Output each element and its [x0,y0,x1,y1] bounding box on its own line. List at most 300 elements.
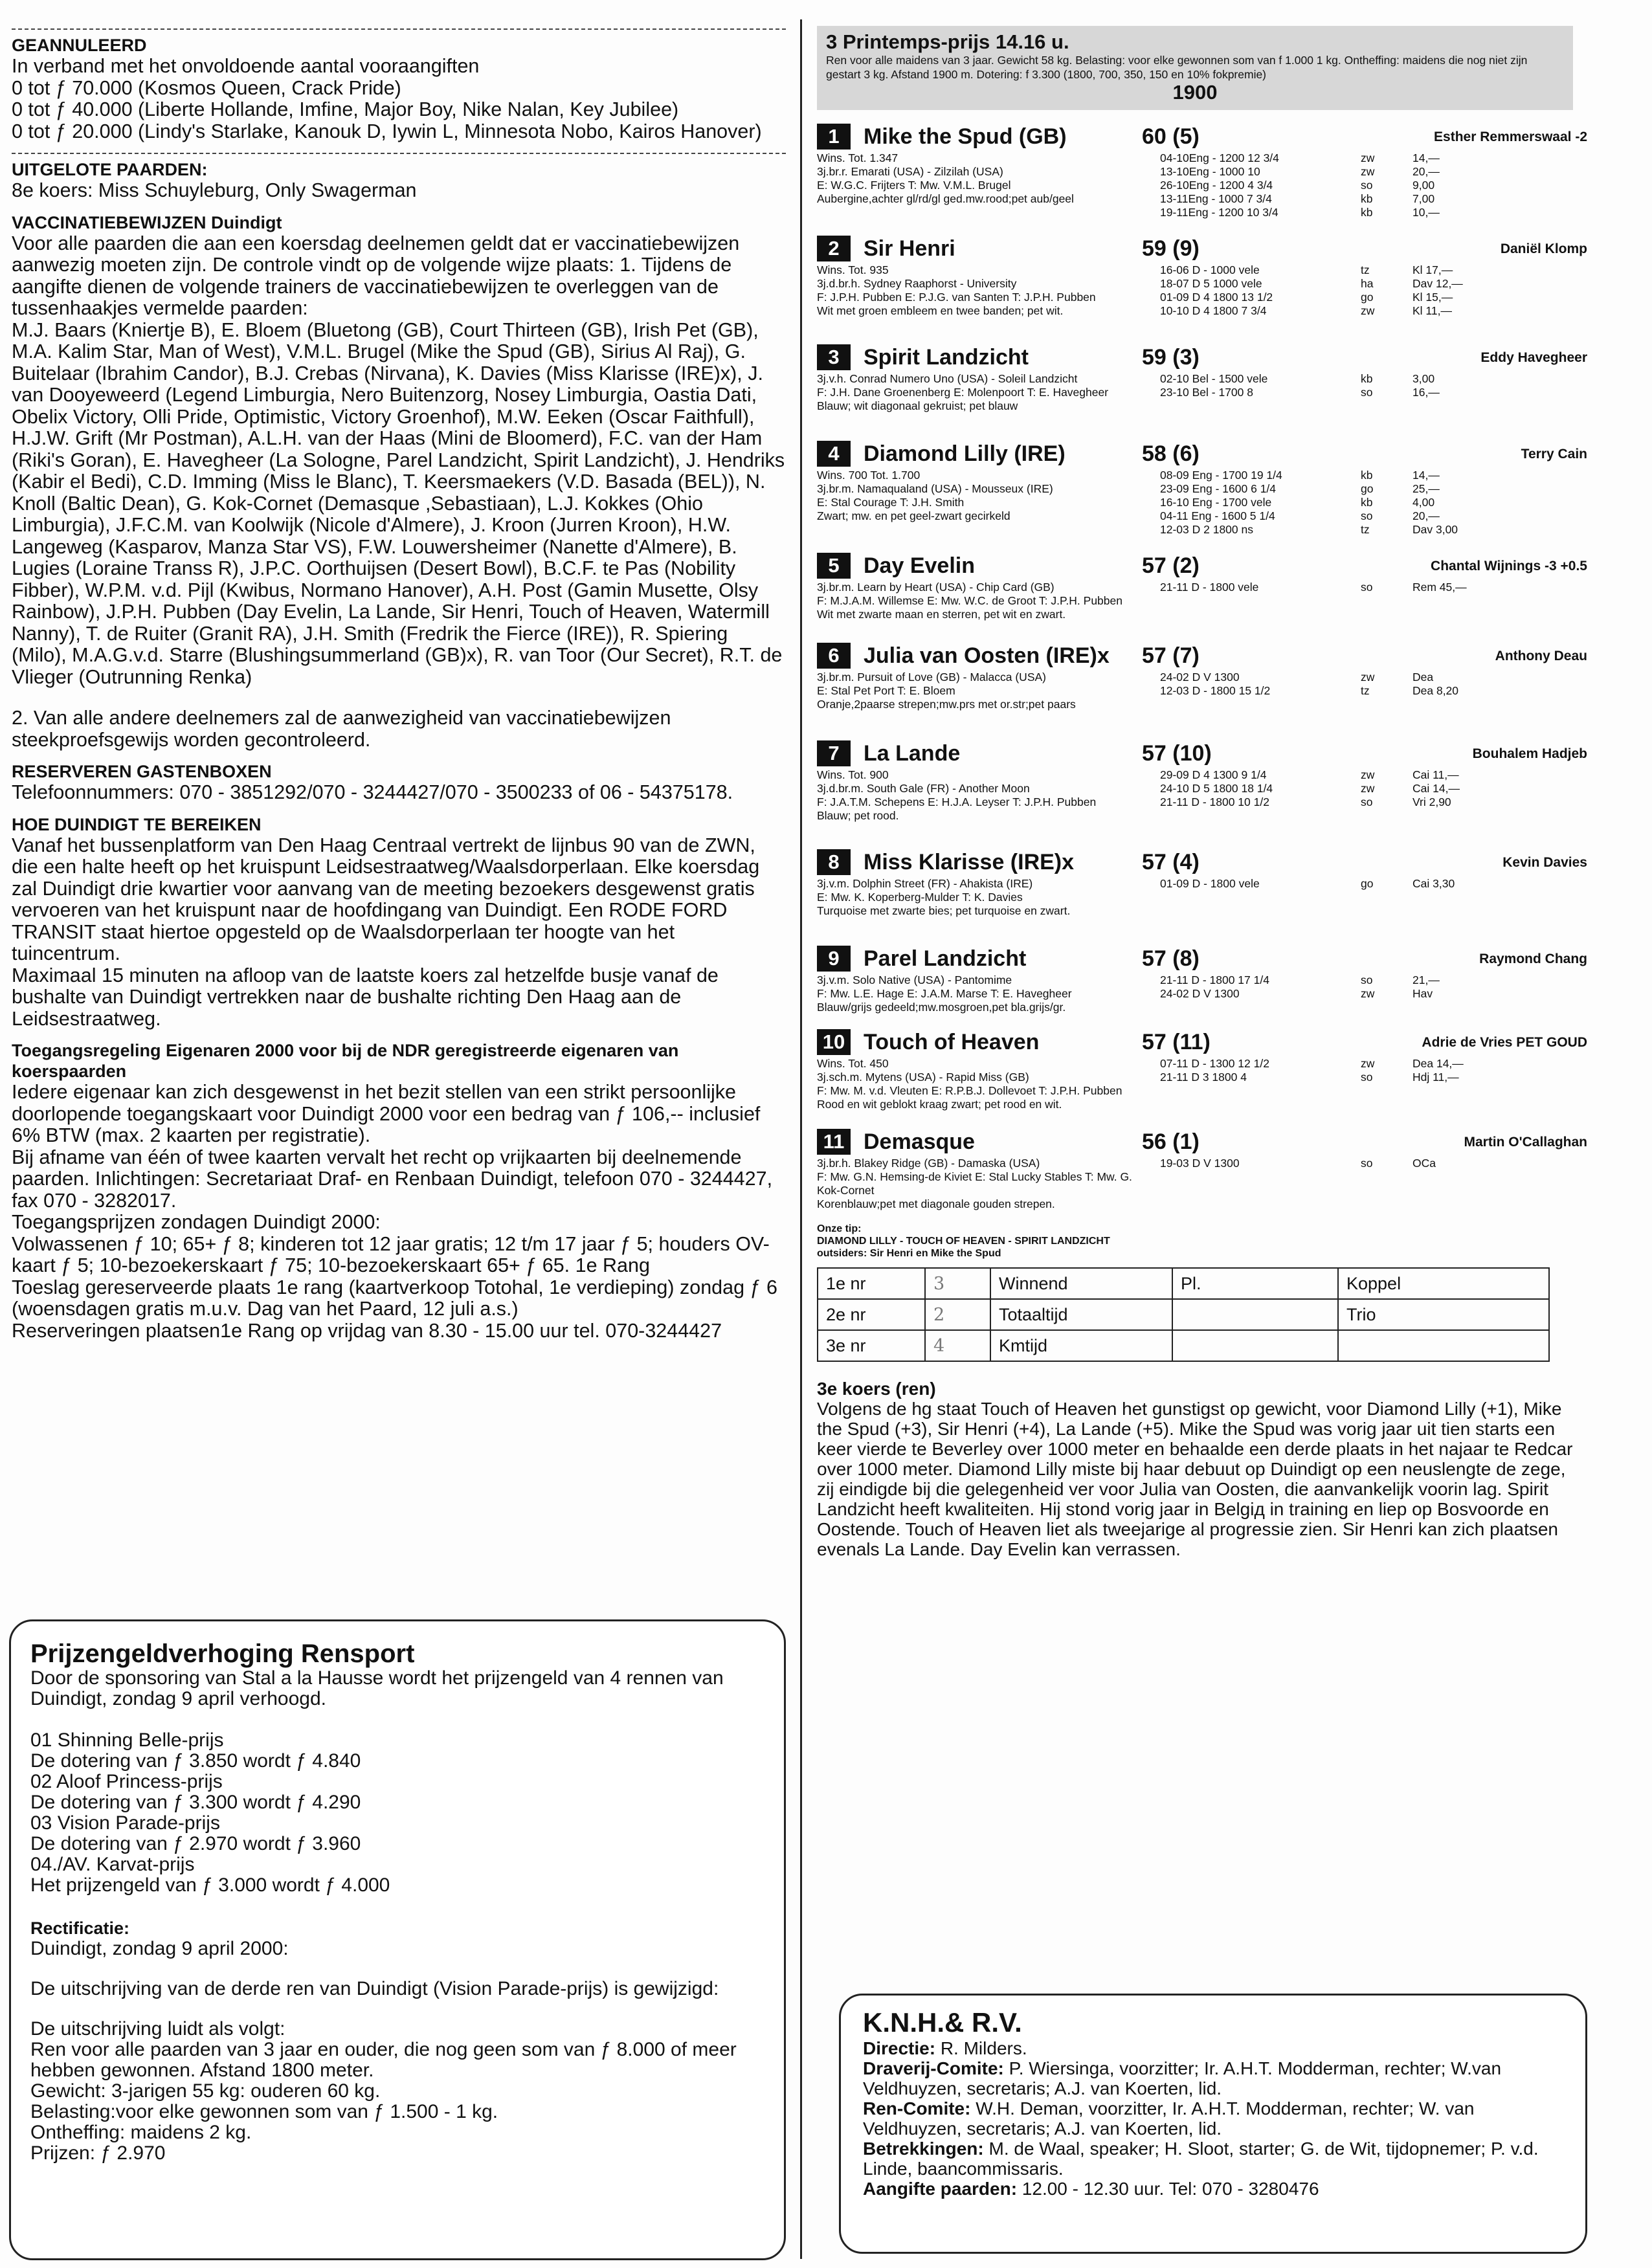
paragraph: Reserveringen plaatsen1e Rang op vrijdag van 8.30 - 15.00 uur tel. 070-3244427 [12,1319,722,1342]
horse-name: La Lande [864,740,961,766]
form-race: 04-11 Eng - 1600 5 1/4 [1160,509,1275,522]
tip-outsiders: outsiders: Sir Henri en Mike the Spud [817,1248,1001,1259]
info-line: Wins. Tot. 935 [817,263,889,276]
horse-name: Diamond Lilly (IRE) [864,441,1066,466]
form-going: go [1361,877,1374,890]
form-going: zw [1361,165,1375,178]
horse-weight: 57 (11) [1142,1029,1211,1054]
form-row [1160,386,1510,399]
horse-entry [817,1127,1587,1211]
info-line: Blauw/grijs gedeeld;mw.mosgroen,pet bla.grijs/gr. [817,1001,1066,1014]
result-field [1338,1330,1549,1361]
form-odds: 10,— [1412,206,1440,219]
info-line: Rood en wit geblokt kraag zwart; pet rood en wit. [817,1098,1062,1111]
horse-header [817,1127,1587,1157]
knh-text: W.H. Deman, voorzitter, Ir. A.H.T. Modderman, rechter; W. van Veldhuyzen, secretaris; A.J. van Koerten, lid. [863,2098,1475,2139]
result-field: Trio [1338,1299,1549,1330]
jockey-name: Bouhalem Hadjeb [1472,746,1587,761]
form-race: 13-10Eng - 1000 10 [1160,165,1260,178]
info-line: 3j.br.h. Blakey Ridge (GB) - Damaska (USA) [817,1157,1040,1170]
horse-weight: 57 (7) [1142,643,1200,668]
race-description: Ren voor alle maidens van 3 jaar. Gewicht 58 kg. Belasting: voor elke gewonnen som van f 1.000 1 kg. Ontheffing: maidens die nog niet zijn gestart 3 kg. Afstand 1900 m. Dotering: f 3.300 (1800, 700, 350, 150 en 10% fokpremie) [826,54,1528,81]
jockey-name: Chantal Wijnings -3 +0.5 [1431,558,1587,573]
form-row [1160,671,1510,684]
horse-name: Julia van Oosten (IRE)x [864,643,1110,668]
list-item: 03 Vision Parade-prijs [30,1812,220,1834]
knh-label: Ren-Comite: [863,2098,971,2118]
form-race: 21-11 D - 1800 vele [1160,581,1259,594]
paragraph: Volwassenen ƒ 10; 65+ ƒ 8; kinderen tot 12 jaar gratis; 12 t/m 17 jaar ƒ 5; houders OV-kaart ƒ 5; 10-bezoekerskaart ƒ 75; 10-bezoekerskaart 65+ ƒ 65. 1e Rang [12,1232,770,1276]
paragraph: Vanaf het bussenplatform van Den Haag Centraal vertrekt de lijnbus 90 van de ZWN, die een halte heeft op het kruispunt Leidsestraatweg/Waalsdorperlaan. Elke koersdag zal Duindigt drie kwartier voor aanvang van de meeting bezoekers desgewenst gratis vervoeren van het kruispunt naar de hoofdingang van Duindigt. Een RODE FORD TRANSIT staat hiertoe opgesteld op de Waalsdorperlaan ter hoogte van het tuincentrum. [12,834,760,964]
jockey-name: Daniël Klomp [1500,241,1587,256]
form-race: 02-10 Bel - 1500 vele [1160,372,1268,385]
horse-entry [817,944,1587,1014]
vaccinatie-section [12,212,786,751]
horse-info [817,1157,1154,1211]
horse-number: 8 [817,849,851,875]
form-row [1160,206,1510,219]
form-race: 12-03 D 2 1800 ns [1160,523,1253,536]
knh-label: Draverij-Comite: [863,2058,1004,2078]
form-odds: Hdj 11,— [1412,1071,1459,1084]
form-race: 21-11 D 3 1800 4 [1160,1071,1247,1084]
gastenboxen-section [12,761,786,804]
column-divider [800,19,802,2259]
horse-number: 6 [817,643,851,669]
knh-box [839,1994,1587,2254]
section-title: VACCINATIEBEWIJZEN Duindigt [12,212,282,232]
form-row [1160,509,1510,523]
horse-header [817,342,1587,372]
table-row [818,1299,1549,1330]
form-row [1160,263,1510,277]
horse-entry [817,122,1587,219]
info-line: Wins. Tot. 1.347 [817,151,899,164]
knh-label: Directie: [863,2038,936,2058]
form-list [1160,1157,1510,1211]
horse-info [817,973,1154,1014]
info-line: 3j.v.m. Solo Native (USA) - Pantomime [817,973,1012,986]
form-race: 08-09 Eng - 1700 19 1/4 [1160,469,1282,482]
form-row [1160,782,1510,795]
form-row [1160,372,1510,386]
horse-weight: 59 (3) [1142,344,1200,370]
form-going: zw [1361,304,1375,317]
info-line: 3j.d.br.m. South Gale (FR) - Another Moon [817,782,1030,795]
knh-line [863,2139,1563,2179]
text-line: 0 tot ƒ 70.000 (Kosmos Queen, Crack Pride) [12,76,401,99]
info-line: F: Mw. L.E. Hage E: J.A.M. Marse T: E. Havegheer [817,987,1072,1000]
form-row [1160,768,1510,782]
form-list [1160,372,1510,413]
section-title: UITGELOTE PAARDEN: [12,160,208,179]
form-list [1160,151,1510,219]
horse-header [817,944,1587,973]
paragraph: Toegangsprijzen zondagen Duindigt 2000: [12,1211,381,1233]
info-line: 3j.br.m. Pursuit of Love (GB) - Malacca (USA) [817,671,1046,684]
form-going: tz [1361,523,1370,536]
info-line: E: Stal Courage T: J.H. Smith [817,496,965,509]
info-line: Oranje,2paarse strepen;mw.prs met or.str;pet paars [817,698,1076,711]
info-line: 3j.v.m. Dolphin Street (FR) - Ahakista (IRE) [817,877,1033,890]
knh-text: 12.00 - 12.30 uur. Tel: 070 - 3280476 [1017,2179,1319,2199]
horse-weight: 56 (1) [1142,1129,1200,1154]
form-odds: Kl 17,— [1412,263,1453,276]
form-race: 29-09 D 4 1300 9 1/4 [1160,768,1267,781]
info-line: 3j.br.r. Emarati (USA) - Zilzilah (USA) [817,165,1003,178]
form-row [1160,523,1510,537]
info-line: F: M.J.A.M. Willemse E: Mw. W.C. de Groot T: J.P.H. Pubben [817,594,1122,607]
info-line: 3j.v.h. Conrad Numero Uno (USA) - Soleil Landzicht [817,372,1078,385]
handwritten-number: 4 [925,1330,990,1361]
form-race: 01-09 D 4 1800 13 1/2 [1160,291,1273,304]
horse-header [817,847,1587,877]
row-label: 2e nr [818,1299,925,1330]
form-race: 18-07 D 5 1000 vele [1160,277,1262,290]
form-going: so [1361,795,1373,808]
horse-entry [817,847,1587,918]
handwritten-number: 2 [925,1299,990,1330]
info-line: 3j.br.m. Namaqualand (USA) - Mousseux (IRE) [817,482,1053,495]
form-list [1160,1057,1510,1111]
horse-header [817,1027,1587,1057]
form-odds: Cai 14,— [1412,782,1460,795]
form-odds: Hav [1412,987,1433,1000]
horse-name: Day Evelin [864,553,975,578]
result-field: Totaaltijd [990,1299,1172,1330]
paragraph: M.J. Baars (Kniertje B), E. Bloem (Bluetong (GB), Court Thirteen (GB), Irish Pet (GB), M.A. Kalim Star, Man of West), V.M.L. Brugel (Mike the Spud (GB), Sirius Al Raj), G. Buitelaar (Ibrahim Candor), B.J. Crebas (Nirvana), K. Davies (Miss Klarisse (IRE)x), J. van Dooyeweerd (Legend Limburgia, Nero Buitenzorg, Nosey Limburgia, Oastia Dati, Obelix Victory, Olli Pride, Optimistic, Victory Groenhof), M.W. Eeken (Oscar Faithfull), H.J.W. Grift (Mr Postman), A.L.H. van der Haas (Mini de Bloomerd), F.C. van der Ham (Riki's Goran), E. Havegheer (La Sologne, Parel Landzicht, Spirit Landzicht), J. Hendriks (Kabir el Bedi), C.D. Imming (Miss le Blanc), T. Keersmaekers (V.D. Basada (BEL)), N. Knoll (Baltic Dean), G. Kok-Cornet (Demasque ,Sebastiaan), L.J. Kokkes (Ohio Limburgia), J.F.C.M. van Koolwijk (Nicole d'Almere), J. Kroon (Jurren Kroon), H.W. Langeweg (Kasparov, Manza Star VS), F.W. Louwersheimer (Nanette d'Almere), B. Lugies (Loraine Transs R), J.P.C. Oorthuijsen (Desert Bowl), B.C.F. te Pas (Nobility Fibber), W.P.M. v.d. Pijl (Kwibus, Normano Hanover), A.H. Post (Gamin Musette, Olsy Rainbow), J.P.H. Pubben (Day Evelin, La Lande, Sir Henri, Touch of Heaven, Watermill Nanny), T. de Ruiter (Granit RA), J.H. Smith (Fredrik the Fierce (IRE)), R. Spiering (Milo), M.A.G.v.d. Starre (Blushingsummerland (GB)x), R. van Toor (Our Secret), R.T. de Vlieger (Outrunning Renka) [12,318,785,688]
knh-text: M. de Waal, speaker; H. Sloot, starter; G. de Wit, tijdopnemer; P. v.d. Linde, baancommissaris. [863,2139,1539,2179]
form-race: 01-09 D - 1800 vele [1160,877,1260,890]
form-race: 21-11 D - 1800 10 1/2 [1160,795,1269,808]
form-row [1160,795,1510,809]
form-odds: 20,— [1412,509,1440,522]
form-row [1160,151,1510,165]
info-line: Blauw; pet rood. [817,809,899,822]
horse-number: 5 [817,553,851,579]
form-going: so [1361,1157,1373,1170]
horse-info [817,877,1154,918]
info-line: F: J.P.H. Pubben E: P.J.G. van Santen T: J.P.H. Pubben [817,291,1096,304]
form-row [1160,1157,1510,1170]
form-race: 16-06 D - 1000 vele [1160,263,1260,276]
left-column [12,28,786,1352]
horse-entry [817,1027,1587,1111]
text-line: Gewicht: 3-jarigen 55 kg: ouderen 60 kg. [30,2080,381,2102]
form-race: 16-10 Eng - 1700 vele [1160,496,1272,509]
form-going: so [1361,386,1373,399]
horse-weight: 60 (5) [1142,124,1200,149]
horse-number: 4 [817,441,851,467]
info-line: 3j.br.m. Learn by Heart (USA) - Chip Card (GB) [817,581,1055,594]
horse-number: 2 [817,236,851,261]
form-list [1160,263,1510,318]
form-going: so [1361,973,1373,986]
knh-label: Betrekkingen: [863,2139,984,2159]
form-row [1160,973,1510,987]
form-going: so [1361,509,1373,522]
paragraph: Bij afname van één of twee kaarten vervalt het recht op vrijkaarten bij deelnemende paarden. Inlichtingen: Secretariaat Draf- en Renbaan Duindigt, telefoon 070 - 3244427, fax 070 - 3282017. [12,1146,773,1212]
info-line: Blauw; wit diagonaal gekruist; pet blauw [817,399,1018,412]
form-race: 19-11Eng - 1200 10 3/4 [1160,206,1278,219]
form-row [1160,179,1510,192]
horse-entry [817,439,1587,537]
dashed-divider [12,153,786,154]
horse-body [817,469,1587,537]
form-row [1160,304,1510,318]
paragraph: Voor alle paarden die aan een koersdag deelnemen geldt dat er vaccinatiebewijzen aanwezig moeten zijn. De controle vindt op de volgende wijze plaats: 1. Tijdens de aangifte dienen de volgende trainers de vaccinatiebewijzen te overleggen van de tussenhaakjes vermelde paarden: [12,232,740,319]
form-odds: 21,— [1412,973,1440,986]
result-field: Winnend [990,1268,1172,1299]
form-row [1160,496,1510,509]
dashed-divider [12,28,786,30]
list-item: De dotering van ƒ 3.850 wordt ƒ 4.840 [30,1750,361,1772]
knh-title: K.N.H.& R.V. [863,2007,1022,2038]
horse-entry [817,234,1587,318]
jockey-name: Anthony Deau [1495,648,1587,663]
form-odds: 14,— [1412,469,1440,482]
knh-line [863,2179,1563,2199]
text-line: Prijzen: ƒ 2.970 [30,2142,166,2164]
paragraph: Door de sponsoring van Stal a la Hausse wordt het prijzengeld van 4 rennen van Duindigt, zondag 9 april verhoogd. [30,1667,724,1709]
knh-line [863,2058,1563,2098]
form-odds: 14,— [1412,151,1440,164]
form-race: 04-10Eng - 1200 12 3/4 [1160,151,1279,164]
list-item: Het prijzengeld van ƒ 3.000 wordt ƒ 4.000 [30,1874,390,1896]
results-table [817,1267,1550,1362]
text-line: De uitschrijving van de derde ren van Duindigt (Vision Parade-prijs) is gewijzigd: [30,1978,719,1999]
section-title: GEANNULEERD [12,36,147,55]
horse-entry [817,641,1587,711]
form-odds: 4,00 [1412,496,1435,509]
horse-header [817,551,1587,581]
form-odds: Kl 15,— [1412,291,1453,304]
horse-weight: 57 (4) [1142,849,1200,874]
race-distance: 1900 [1172,81,1218,104]
knh-label: Aangifte paarden: [863,2179,1018,2199]
form-odds: Vri 2,90 [1412,795,1451,808]
form-row [1160,684,1510,698]
form-list [1160,973,1510,1014]
table-row [818,1268,1549,1299]
horse-name: Parel Landzicht [864,946,1027,971]
form-list [1160,469,1510,537]
bereiken-section [12,814,786,1030]
form-going: kb [1361,469,1373,482]
form-odds: Dea 8,20 [1412,684,1459,697]
paragraph: 2. Van alle andere deelnemers zal de aanwezigheid van vaccinatiebewijzen steekproefsgewijs worden gecontroleerd. [12,707,671,751]
form-odds: Cai 3,30 [1412,877,1455,890]
info-line: Wins. 700 Tot. 1.700 [817,469,921,482]
jockey-name: Terry Cain [1521,446,1587,461]
horse-number: 10 [817,1029,851,1055]
list-item: 02 Aloof Princess-prijs [30,1771,223,1792]
form-going: so [1361,179,1373,192]
horse-body [817,581,1587,621]
text-line: 8e koers: Miss Schuyleburg, Only Swagerman [12,179,417,201]
form-odds: 9,00 [1412,179,1435,192]
form-going: zw [1361,1057,1375,1070]
form-race: 19-03 D V 1300 [1160,1157,1240,1170]
form-race: 12-03 D - 1800 15 1/2 [1160,684,1271,697]
info-line: 3j.sch.m. Mytens (USA) - Rapid Miss (GB) [817,1071,1029,1084]
horse-info [817,768,1154,823]
form-going: zw [1361,782,1375,795]
info-line: E: Stal Pet Port T: E. Bloem [817,684,955,697]
form-going: tz [1361,684,1370,697]
form-race: 23-10 Bel - 1700 8 [1160,386,1253,399]
result-field [1172,1330,1338,1361]
form-row [1160,987,1510,1001]
form-odds: 3,00 [1412,372,1435,385]
form-going: zw [1361,987,1375,1000]
form-row [1160,277,1510,291]
horse-body [817,973,1587,1014]
geannuleerd-section [12,35,786,142]
form-going: so [1361,581,1373,594]
info-line: Wit met zwarte maan en sterren, pet wit en zwart. [817,608,1066,621]
info-line: F: Mw. G.N. Hemsing-de Kiviet E: Stal Lucky Stables T: Mw. G. Kok-Cornet [817,1170,1132,1197]
horse-number: 9 [817,946,851,972]
text-line: De uitschrijving luidt als volgt: [30,2018,285,2040]
form-race: 24-02 D V 1300 [1160,987,1240,1000]
horse-entry [817,739,1587,823]
jockey-name: Raymond Chang [1479,951,1587,966]
horse-weight: 57 (10) [1142,740,1212,766]
form-going: kb [1361,372,1373,385]
row-label: 3e nr [818,1330,925,1361]
jockey-name: Kevin Davies [1502,854,1587,870]
list-item: 01 Shinning Belle-prijs [30,1729,224,1751]
section-title: Toegangsregeling Eigenaren 2000 voor bij de NDR geregistreerde eigenaren van koerspaarden [12,1041,679,1081]
form-going: zw [1361,768,1375,781]
horse-name: Touch of Heaven [864,1029,1040,1054]
result-field: Pl. [1172,1268,1338,1299]
horse-name: Spirit Landzicht [864,344,1029,370]
form-going: tz [1361,263,1370,276]
text-line: 0 tot ƒ 40.000 (Liberte Hollande, Imfine, Major Boy, Nike Nalan, Key Jubilee) [12,98,679,120]
info-line: Wit met groen embleem en twee banden; pet wit. [817,304,1064,317]
horse-header [817,739,1587,768]
form-going: kb [1361,192,1373,205]
form-going: zw [1361,151,1375,164]
horse-number: 3 [817,344,851,370]
info-line: Zwart; mw. en pet geel-zwart gecirkeld [817,509,1010,522]
horse-weight: 57 (8) [1142,946,1200,971]
list-item: De dotering van ƒ 2.970 wordt ƒ 3.960 [30,1833,361,1854]
form-race: 07-11 D - 1300 12 1/2 [1160,1057,1269,1070]
horse-name: Miss Klarisse (IRE)x [864,849,1075,874]
race-header [817,26,1573,110]
horse-body [817,263,1587,318]
form-row [1160,877,1510,891]
horse-info [817,469,1154,537]
horse-name: Demasque [864,1129,975,1154]
horse-weight: 58 (6) [1142,441,1200,466]
horse-info [817,1057,1154,1111]
horse-body [817,151,1587,219]
form-going: go [1361,482,1374,495]
horse-info [817,151,1154,219]
horse-header [817,439,1587,469]
form-list [1160,581,1510,621]
info-line: E: W.G.C. Frijters T: Mw. V.M.L. Brugel [817,179,1011,192]
form-row [1160,1057,1510,1071]
horse-body [817,671,1587,711]
horse-number: 1 [817,124,851,150]
form-row [1160,165,1510,179]
horse-body [817,1157,1587,1211]
form-going: go [1361,291,1374,304]
result-field [1172,1299,1338,1330]
right-column [817,26,1587,1559]
text-line: In verband met het onvoldoende aantal vooraangiften [12,55,480,77]
form-odds: Rem 45,— [1412,581,1467,594]
horse-header [817,641,1587,671]
text-line: Ontheffing: maidens 2 kg. [30,2122,252,2143]
form-race: 26-10Eng - 1200 4 3/4 [1160,179,1273,192]
form-row [1160,469,1510,482]
analysis-text: Volgens de hg staat Touch of Heaven het gunstigst op gewicht, voor Diamond Lilly (+1), Mike the Spud (+3), Sir Henri (+4), La Lande (+5). Mike the Spud was vorig jaar uit tien starts een keer vierde te Beverley over 1000 meter en behaalde een derde plaats in het najaar te Redcar over 1000 meter. Diamond Lilly miste bij haar debuut op Duindigt op een neuslengte de zege, zij eindigde bij die gelegenheid ver voor Julia van Oosten, die aanvankelijk voorin lag. Spirit Landzicht heeft kwaliteiten. Hij stond vorig jaar in Belgiд in training en liep op Bosvoorde en Oostende. Touch of Heaven liet als tweejarige al progressie zien. Sir Henri kan zich plaatsen evenals La Lande. Day Evelin kan verrassen. [817,1399,1573,1559]
result-field: Koppel [1338,1268,1549,1299]
knh-line [863,2038,1563,2058]
horse-number: 7 [817,740,851,766]
form-race: 13-11Eng - 1000 7 3/4 [1160,192,1272,205]
toegang-section [12,1040,786,1342]
tip-block [817,1223,1587,1260]
form-odds: Cai 11,— [1412,768,1459,781]
form-race: 24-02 D V 1300 [1160,671,1240,684]
form-odds: 20,— [1412,165,1440,178]
form-going: ha [1361,277,1374,290]
horse-entry [817,342,1587,413]
info-line: Turquoise met zwarte bies; pet turquoise en zwart. [817,904,1071,917]
box-title: Prijzengeldverhoging Rensport [30,1640,415,1668]
horse-weight: 57 (2) [1142,553,1200,578]
form-row [1160,291,1510,304]
paragraph: Maximaal 15 minuten na afloop van de laatste koers zal hetzelfde busje vanaf de bushalte van Duindigt vertrekken naar de bushalte richting Den Haag aan de Leidsestraatweg. [12,964,719,1030]
form-odds: 7,00 [1412,192,1435,205]
form-odds: 25,— [1412,482,1440,495]
form-odds: Dea 14,— [1412,1057,1464,1070]
info-line: Wins. Tot. 450 [817,1057,889,1070]
tip-label: Onze tip: [817,1223,862,1234]
form-going: so [1361,1071,1373,1084]
form-race: 23-09 Eng - 1600 6 1/4 [1160,482,1277,495]
uitgeloot-section [12,159,786,202]
form-list [1160,768,1510,823]
result-field: Kmtijd [990,1330,1172,1361]
handwritten-number: 3 [925,1268,990,1299]
section-title: HOE DUINDIGT TE BEREIKEN [12,814,262,834]
analysis-title: 3e koers (ren) [817,1379,936,1399]
form-row [1160,581,1510,594]
form-odds: Dea [1412,671,1434,684]
jockey-name: Adrie de Vries PET GOUD [1422,1034,1587,1050]
list-item: De dotering van ƒ 3.300 wordt ƒ 4.290 [30,1792,361,1813]
horse-header [817,122,1587,151]
form-row [1160,482,1510,496]
rect-title: Rectificatie: [30,1918,130,1938]
form-going: kb [1361,206,1373,219]
horse-number: 11 [817,1129,851,1155]
info-line: F: J.A.T.M. Schepens E: H.J.A. Leyser T: J.P.H. Pubben [817,795,1097,808]
horse-body [817,877,1587,918]
form-odds: Kl 11,— [1412,304,1452,317]
horse-info [817,263,1154,318]
knh-text: P. Wiersinga, voorzitter; Ir. A.H.T. Modderman, rechter; W.van Veldhuyzen, secretaris; A.J. van Koerten, lid. [863,2058,1502,2098]
form-odds: 16,— [1412,386,1440,399]
